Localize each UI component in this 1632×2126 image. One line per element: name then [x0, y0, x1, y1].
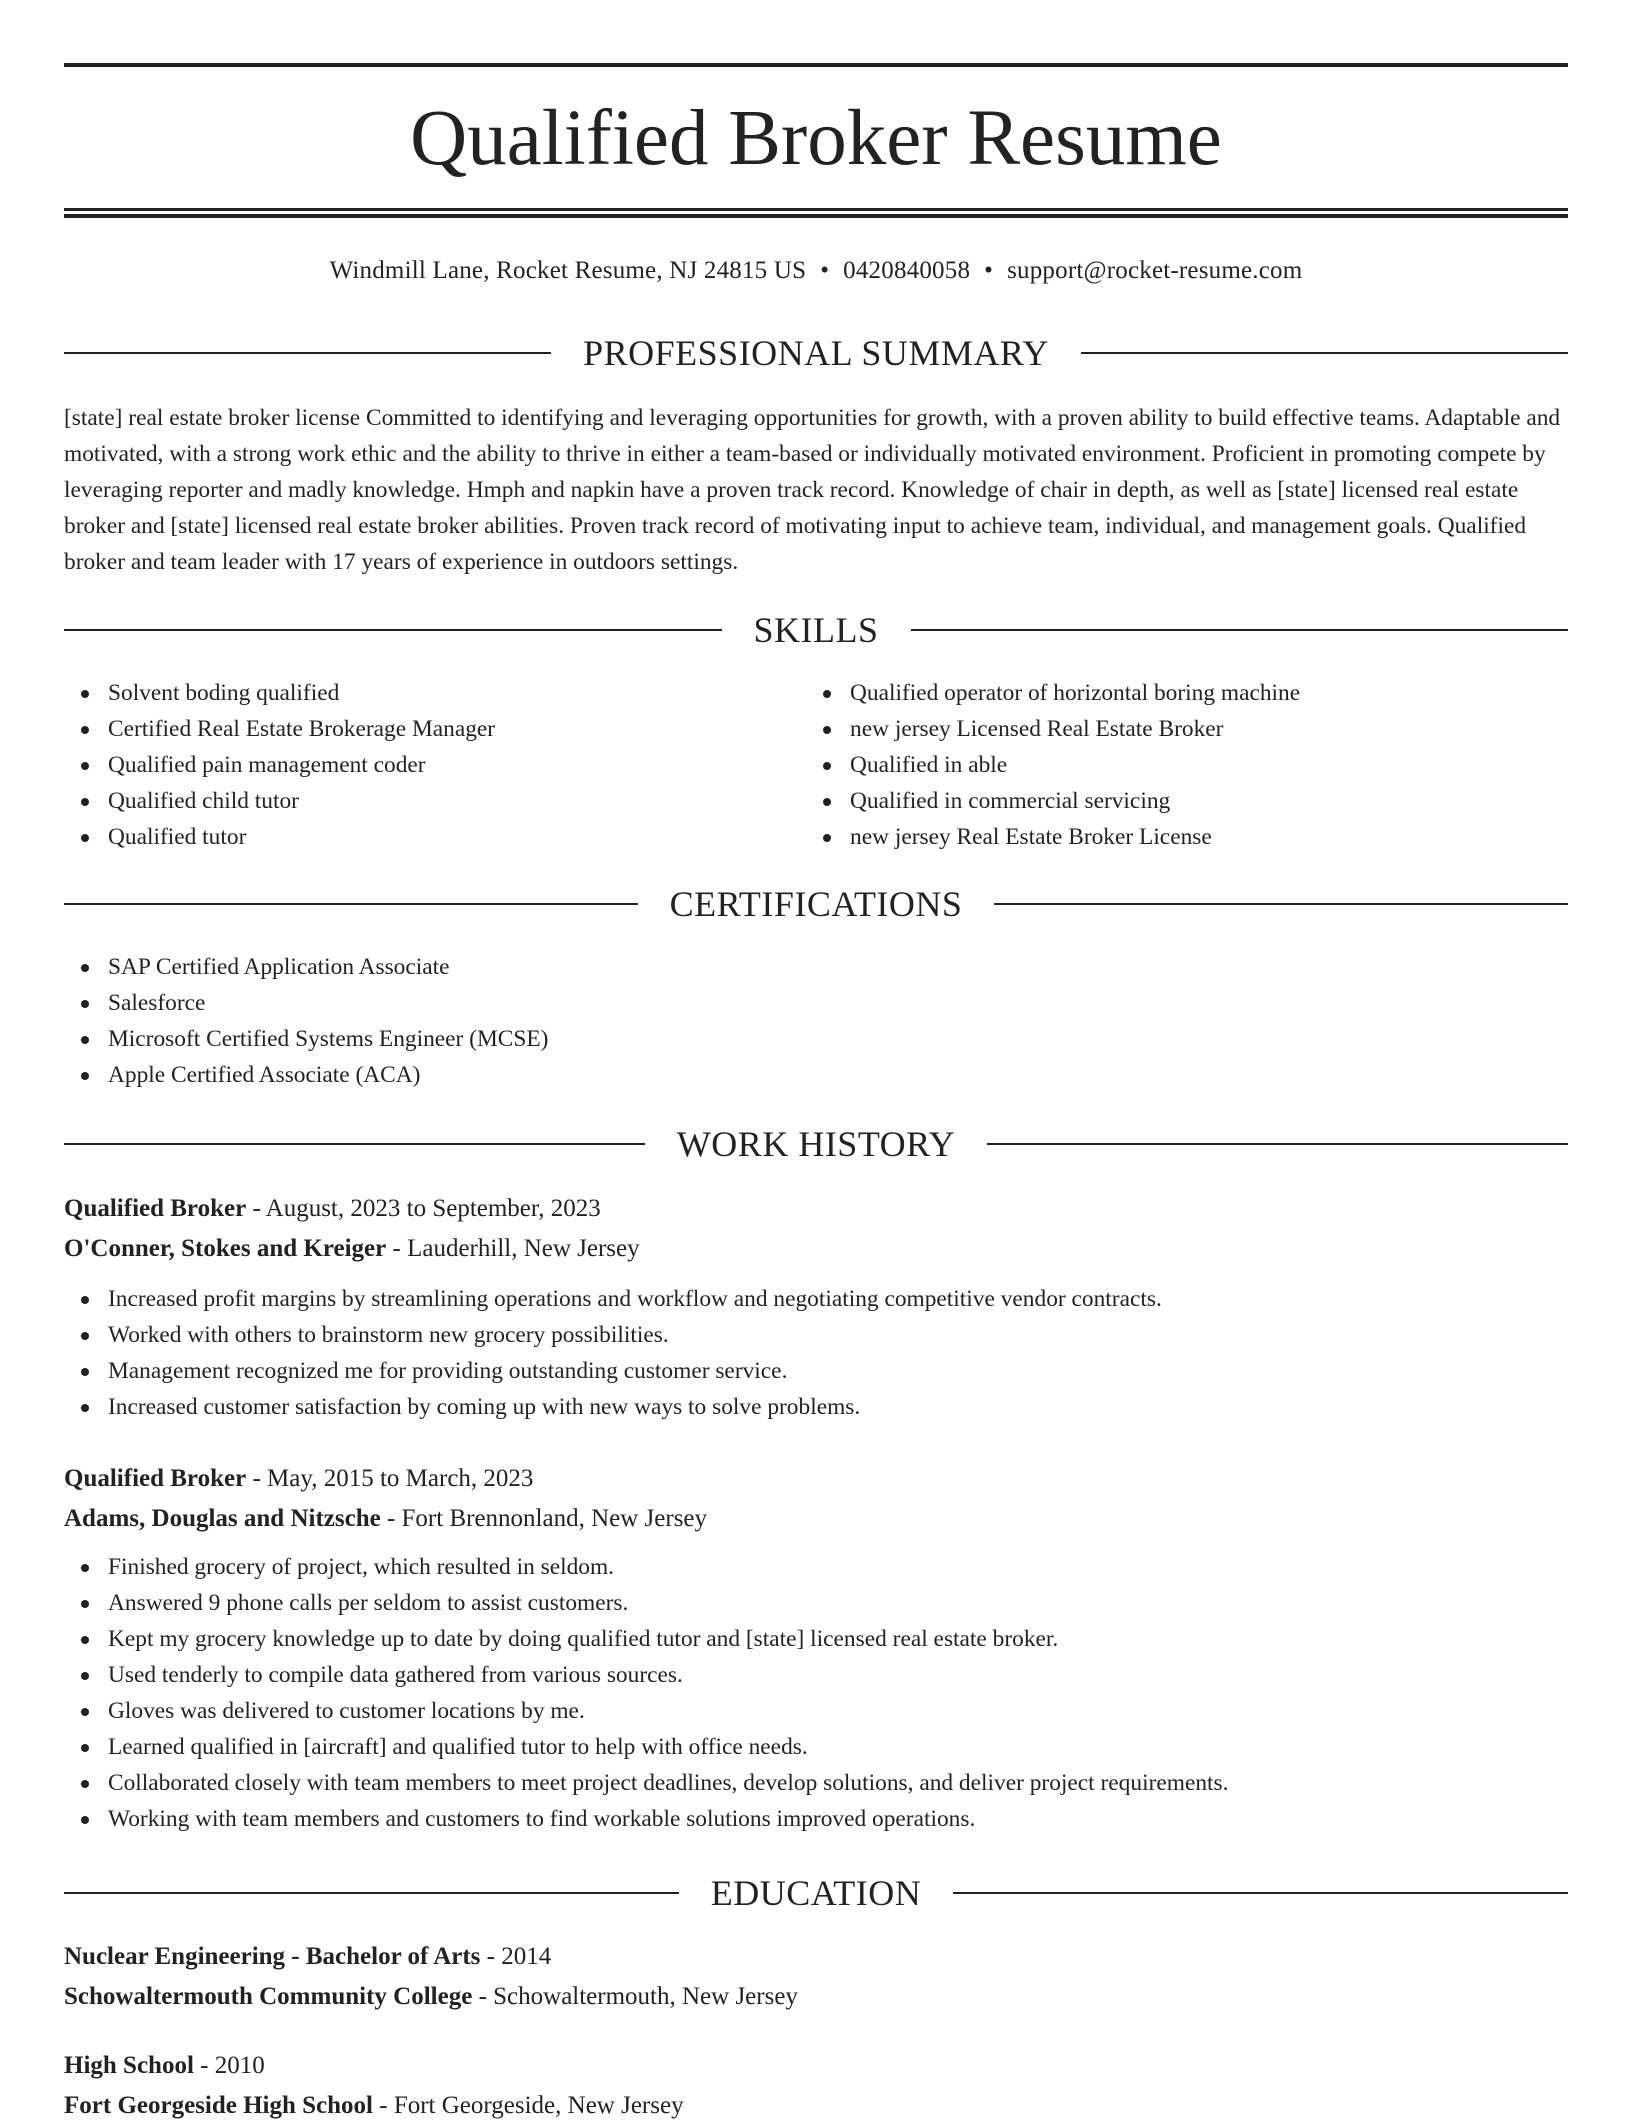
job-bullet: Used tenderly to compile data gathered from various sources.: [64, 1657, 1568, 1693]
job-bullet: Increased customer satisfaction by coming up with new ways to solve problems.: [64, 1389, 1568, 1425]
job-company-line: Adams, Douglas and Nitzsche - Fort Brennonland, New Jersey: [64, 1505, 708, 1532]
section-divider: [1081, 352, 1568, 354]
job-bullets: [64, 1549, 1568, 1837]
section-divider: [64, 1892, 679, 1894]
education-school-line: Schowaltermouth Community College - Schowaltermouth, New Jersey: [64, 1983, 798, 2010]
skill-item: Qualified pain management coder: [64, 747, 804, 783]
education-school-line: Fort Georgeside High School - Fort Georgeside, New Jersey: [64, 2092, 684, 2119]
skill-item: Qualified child tutor: [64, 783, 804, 819]
job-bullet: Kept my grocery knowledge up to date by doing qualified tutor and [state] licensed real estate broker.: [64, 1621, 1568, 1657]
section-header-certifications: [64, 884, 1568, 924]
job-role: Qualified Broker: [64, 1195, 247, 1222]
education-school: Schowaltermouth Community College: [64, 1983, 473, 2010]
job-entry: [64, 1459, 1568, 1837]
education-entry: [64, 2046, 1568, 2126]
job-bullet: Worked with others to brainstorm new grocery possibilities.: [64, 1317, 1568, 1353]
header-double-rule: [64, 208, 1568, 218]
skills-left-column: [64, 675, 804, 855]
education-entry: [64, 1937, 1568, 2017]
job-entry: [64, 1189, 1568, 1425]
job-bullet: Learned qualified in [aircraft] and qualified tutor to help with office needs.: [64, 1729, 1568, 1765]
job-location: Lauderhill, New Jersey: [407, 1235, 640, 1262]
job-bullet: Collaborated closely with team members to meet project deadlines, develop solutions, and deliver project requirements.: [64, 1765, 1568, 1801]
job-role: Qualified Broker: [64, 1465, 247, 1492]
skill-item: new jersey Real Estate Broker License: [806, 819, 1546, 855]
contact-address: Windmill Lane, Rocket Resume, NJ 24815 US: [329, 257, 807, 284]
certification-item: Microsoft Certified Systems Engineer (MCSE): [64, 1021, 1568, 1057]
contact-phone: 0420840058: [843, 257, 971, 284]
certifications-list: [64, 949, 1568, 1093]
job-bullet: Finished grocery of project, which resulted in seldom.: [64, 1549, 1568, 1585]
job-bullet: Increased profit margins by streamlining operations and workflow and negotiating competitive vendor contracts.: [64, 1281, 1568, 1317]
section-divider: [987, 1143, 1568, 1145]
certification-item: Apple Certified Associate (ACA): [64, 1057, 1568, 1093]
section-header-education: [64, 1873, 1568, 1913]
job-company: Adams, Douglas and Nitzsche: [64, 1505, 381, 1532]
education-degree-line: High School - 2010: [64, 2052, 265, 2079]
job-company: O'Conner, Stokes and Kreiger: [64, 1235, 387, 1262]
section-header-work-history: [64, 1124, 1568, 1164]
job-bullet: Answered 9 phone calls per seldom to assist customers.: [64, 1585, 1568, 1621]
skill-item: Qualified operator of horizontal boring machine: [806, 675, 1546, 711]
job-location: Fort Brennonland, New Jersey: [401, 1505, 708, 1532]
section-header-skills: [64, 610, 1568, 650]
skill-item: Solvent boding qualified: [64, 675, 804, 711]
skill-item: Qualified in commercial servicing: [806, 783, 1546, 819]
section-divider: [64, 352, 551, 354]
job-dates: August, 2023 to September, 2023: [265, 1195, 601, 1222]
job-bullets: [64, 1281, 1568, 1425]
job-bullet: Management recognized me for providing outstanding customer service.: [64, 1353, 1568, 1389]
education-degree: High School: [64, 2052, 194, 2079]
section-divider: [64, 1143, 645, 1145]
job-bullet: Gloves was delivered to customer locations by me.: [64, 1693, 1568, 1729]
skill-item: Qualified tutor: [64, 819, 804, 855]
section-divider: [64, 629, 722, 631]
education-degree: Nuclear Engineering - Bachelor of Arts: [64, 1943, 481, 1970]
section-title: PROFESSIONAL SUMMARY: [583, 333, 1049, 373]
education-year: 2010: [214, 2052, 265, 2079]
job-title-line: Qualified Broker - August, 2023 to September, 2023: [64, 1195, 601, 1222]
section-title: SKILLS: [753, 610, 879, 650]
section-title: WORK HISTORY: [676, 1124, 956, 1164]
summary-text: [state] real estate broker license Committed to identifying and leveraging opportunities for growth, with a proven ability to build effective teams. Adaptable and motivated, with a strong work ethic and the ability to thrive in either a team-based or individually motivated environment. Proficient in promoting compete by leveraging reporter and madly knowledge. Hmph and napkin have a proven track record. Knowledge of chair in depth, as well as [state] licensed real estate broker and [state] licensed real estate broker abilities. Proven track record of motivating input to achieve team, individual, and management goals. Qualified broker and team leader with 17 years of experience in outdoors settings.: [64, 405, 1561, 575]
resume-title: Qualified Broker Resume: [410, 95, 1222, 182]
job-title-line: Qualified Broker - May, 2015 to March, 2023: [64, 1465, 534, 1492]
job-bullet: Working with team members and customers to find workable solutions improved operations.: [64, 1801, 1568, 1837]
education-degree-line: Nuclear Engineering - Bachelor of Arts - 2014: [64, 1943, 552, 1970]
certification-item: SAP Certified Application Associate: [64, 949, 1568, 985]
certification-item: Salesforce: [64, 985, 1568, 1021]
section-divider: [911, 629, 1569, 631]
section-divider: [994, 903, 1568, 905]
section-title: EDUCATION: [710, 1873, 922, 1913]
education-location: Fort Georgeside, New Jersey: [393, 2092, 684, 2119]
header-top-rule: [64, 63, 1568, 67]
section-title: CERTIFICATIONS: [669, 884, 963, 924]
education-year: 2014: [501, 1943, 552, 1970]
skills-right-column: [806, 675, 1546, 855]
job-dates: May, 2015 to March, 2023: [267, 1465, 534, 1492]
contact-line: [64, 256, 1568, 286]
skill-item: new jersey Licensed Real Estate Broker: [806, 711, 1546, 747]
job-company-line: O'Conner, Stokes and Kreiger - Lauderhill, New Jersey: [64, 1235, 640, 1262]
section-divider: [64, 903, 638, 905]
section-divider: [953, 1892, 1568, 1894]
education-school: Fort Georgeside High School: [64, 2092, 373, 2119]
section-header-summary: [64, 333, 1568, 373]
contact-email: support@rocket-resume.com: [1007, 257, 1303, 284]
skill-item: Qualified in able: [806, 747, 1546, 783]
contact-separator: •: [820, 257, 830, 284]
skill-item: Certified Real Estate Brokerage Manager: [64, 711, 804, 747]
contact-separator: •: [984, 257, 994, 284]
education-location: Schowaltermouth, New Jersey: [493, 1983, 798, 2010]
